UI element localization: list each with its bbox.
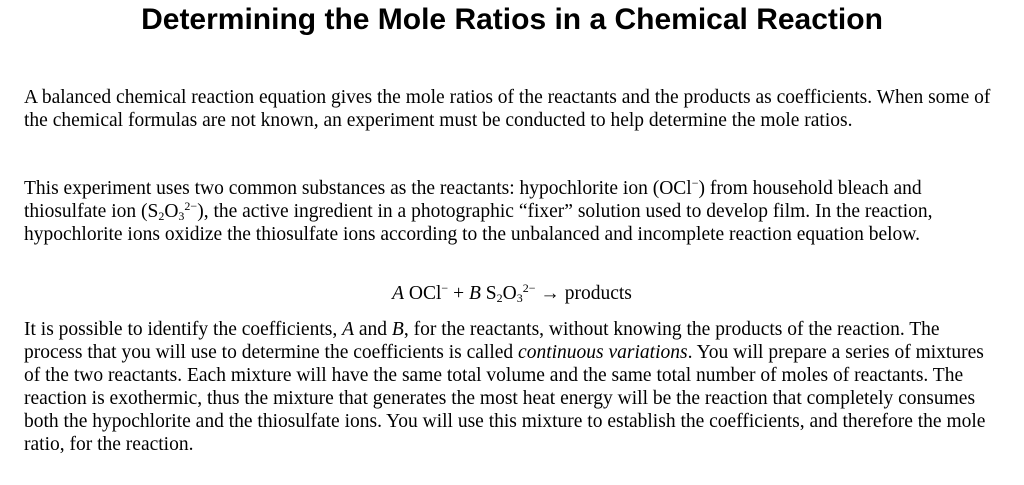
element-symbol: O [502, 283, 517, 304]
subscript: 3 [178, 209, 185, 223]
coefficient-a: A [392, 283, 405, 304]
paragraph-intro: A balanced chemical reaction equation gives the mole ratios of the reactants and the products as coefficients. When some of the chemical formulas are not known, an experiment must be conducted to help determine the mole ratios. [24, 87, 991, 131]
charge-superscript: 2− [184, 199, 198, 213]
coefficient-b: B [391, 319, 404, 340]
element-symbol: O [164, 201, 179, 222]
coefficient-b: B [468, 283, 481, 304]
element-symbol: S [485, 283, 497, 304]
subscript: 3 [516, 291, 523, 305]
paragraph-text: , for the reactants, without knowing the products of the reaction. The process that you will use to determine the coefficients is called [24, 319, 940, 363]
paragraph-experiment [24, 177, 999, 246]
paragraph-text: and [354, 319, 392, 340]
reaction-arrow: → [540, 283, 560, 304]
charge-superscript: − [691, 176, 699, 190]
coefficient-a: A [342, 319, 354, 340]
subscript: 2 [158, 209, 165, 223]
subscript: 2 [496, 291, 503, 305]
hypochlorite-formula: OCl [408, 283, 442, 304]
paragraph-text: ), the active ingredient in a photographic “fixer” solution used to develop film. In the reaction, hypochlorite ions oxidize the thiosulfate ions according to the unbalanced and incomplete reaction equation below. [24, 201, 933, 245]
paragraph-method [24, 318, 999, 456]
reaction-equation [0, 282, 1024, 305]
charge-superscript: − [441, 281, 449, 295]
page-title: Determining the Mole Ratios in a Chemical Reaction [141, 3, 883, 36]
paragraph-text: It is possible to identify the coefficients, [24, 319, 343, 340]
term-continuous-variations: continuous variations [518, 342, 688, 363]
paragraph-text: . You will prepare a series of mixtures of the two reactants. Each mixture will have the same total volume and the same total number of moles of reactants. The reaction is exothermic, thus the mixture that generates the most heat energy will be the reaction that completely consumes both the hypochlorite and the thiosulfate ions. You will use this mixture to establish the coefficients, and therefore the mole ratio, for the reaction. [24, 342, 986, 455]
paragraph-text: ) from household bleach and thiosulfate ion (S [24, 178, 922, 222]
charge-superscript: 2− [522, 281, 536, 295]
paragraph-text: This experiment uses two common substances as the reactants: hypochlorite ion (OCl [24, 178, 692, 199]
products-label: products [564, 283, 632, 304]
plus-sign: + [453, 283, 465, 304]
